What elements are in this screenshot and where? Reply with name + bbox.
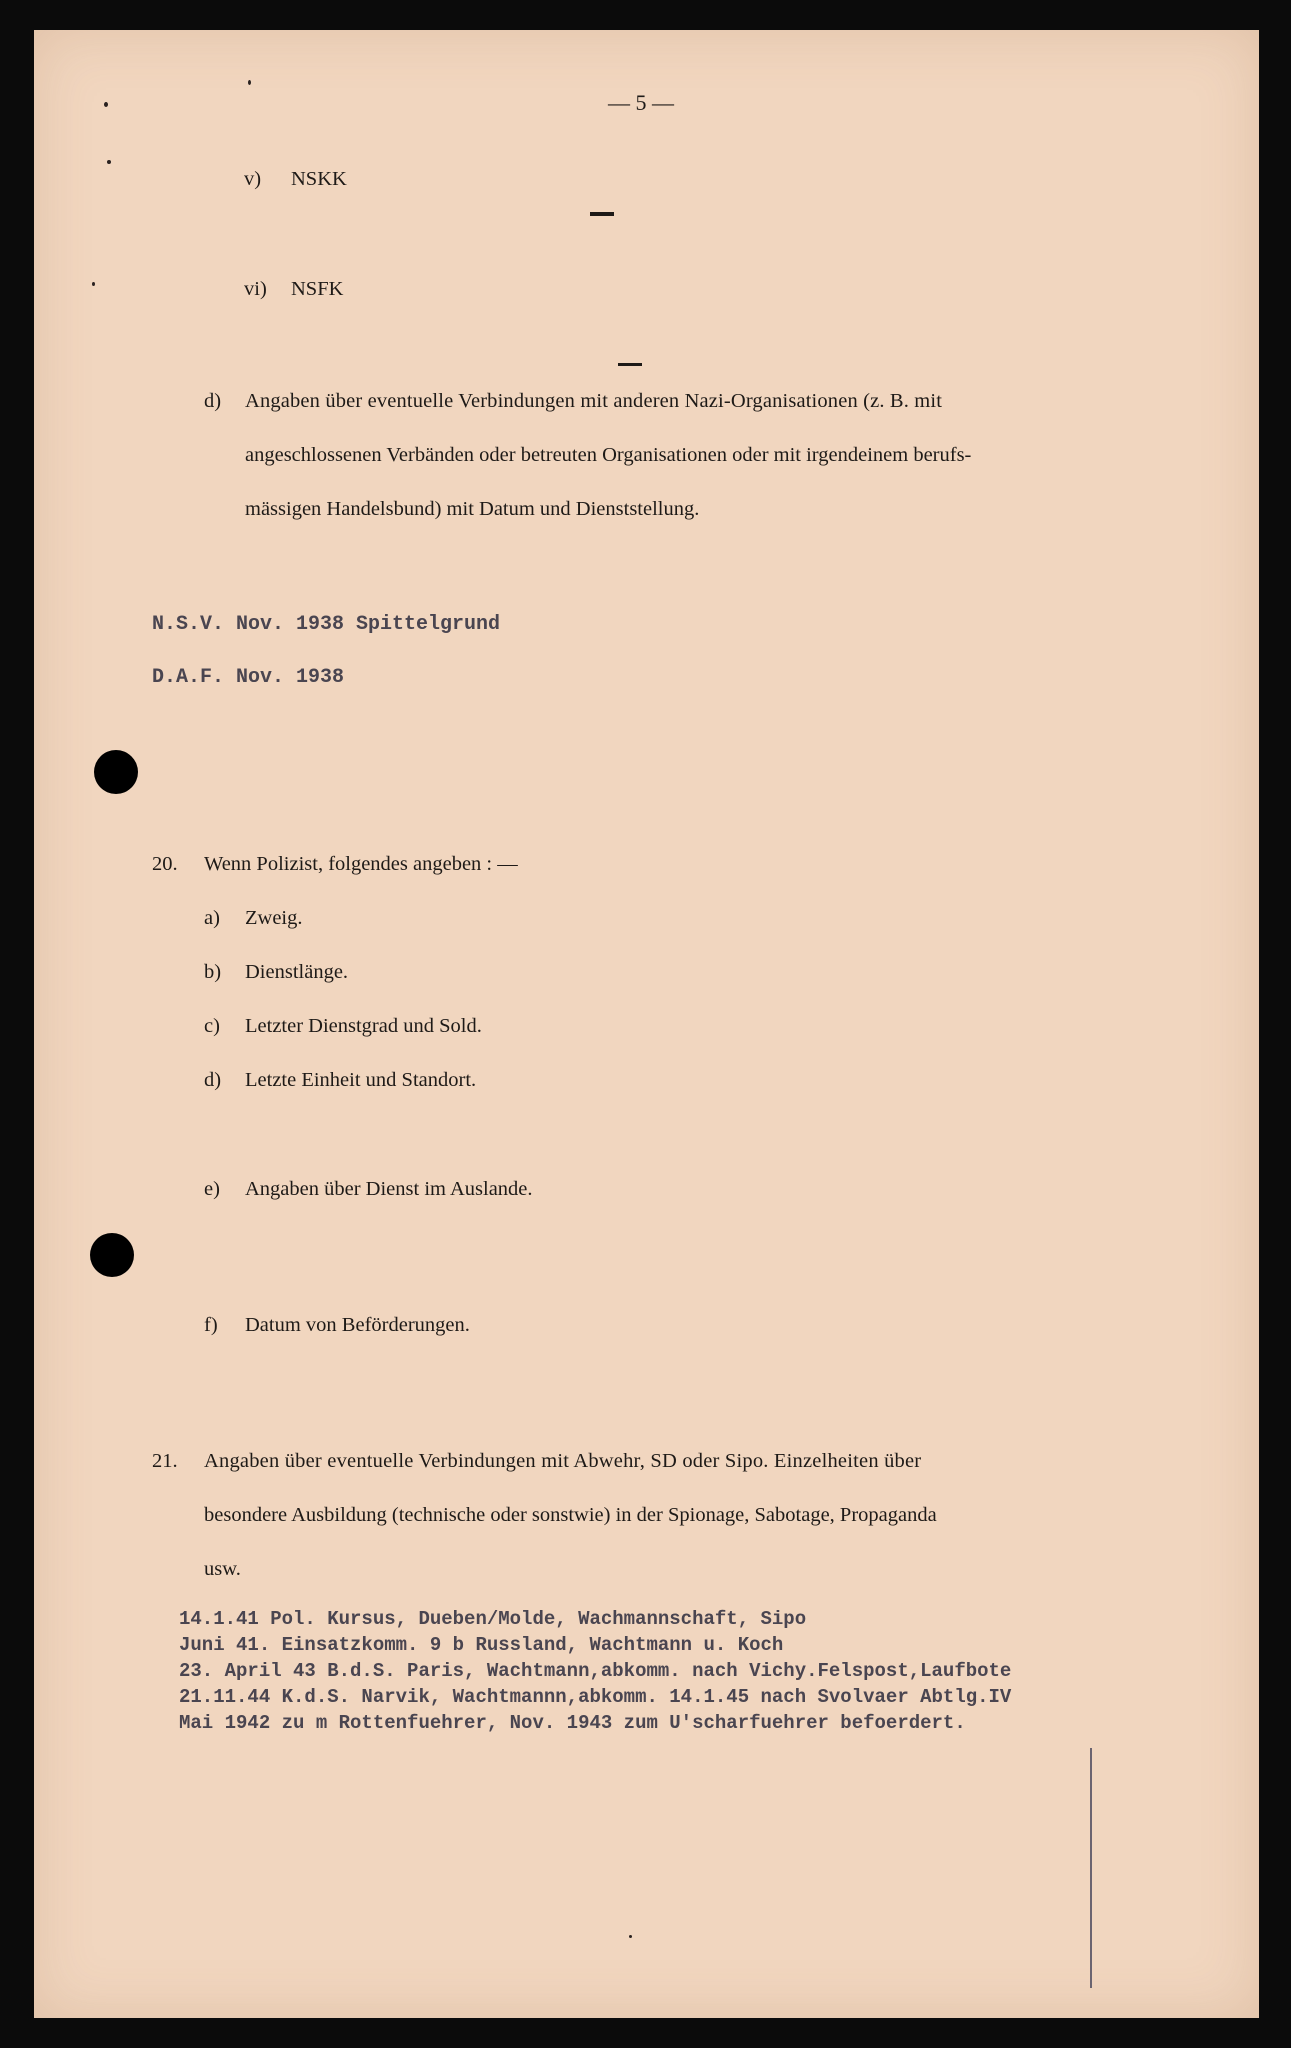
item-d-label: d) xyxy=(204,390,222,412)
typed-answer-21-3: 23. April 43 B.d.S. Paris, Wachtmann,abkomm. nach Vichy.Felspost,Laufbote xyxy=(179,1660,1012,1682)
speck xyxy=(248,80,251,85)
q20-b-label: b) xyxy=(204,961,222,983)
q20-d-label: d) xyxy=(204,1069,222,1091)
typed-answer-21-4: 21.11.44 K.d.S. Narvik, Wachtmannn,abkomm. 14.1.45 nach Svolvaer Abtlg.IV xyxy=(179,1686,1012,1708)
blank-dash xyxy=(618,363,642,366)
blank-dash xyxy=(590,212,614,216)
q20-c-text: Letzter Dienstgrad und Sold. xyxy=(245,1015,482,1037)
typed-answer-21-5: Mai 1942 zu m Rottenfuehrer, Nov. 1943 zum U'scharfuehrer befoerdert. xyxy=(179,1712,966,1734)
q21-line-2: besondere Ausbildung (technische oder sonstwie) in der Spionage, Sabotage, Propaganda xyxy=(204,1504,937,1526)
item-vi-text: NSFK xyxy=(291,278,344,300)
speck xyxy=(92,282,95,286)
item-v-text: NSKK xyxy=(291,168,347,190)
q20-e-text: Angaben über Dienst im Auslande. xyxy=(245,1178,533,1200)
item-d-line-3: mässigen Handelsbund) mit Datum und Dienststellung. xyxy=(245,498,700,520)
page-number: — 5 — xyxy=(608,90,674,115)
q20-f-label: f) xyxy=(204,1314,218,1336)
punch-hole xyxy=(94,750,138,794)
item-v-label: v) xyxy=(244,168,262,190)
item-d-line-1: Angaben über eventuelle Verbindungen mit anderen Nazi-Organisationen (z. B. mit xyxy=(245,390,943,412)
typed-answer-d-2: D.A.F. Nov. 1938 xyxy=(152,666,345,689)
q20-a-label: a) xyxy=(204,907,220,929)
q21-line-3: usw. xyxy=(204,1558,241,1580)
q20-f-text: Datum von Beförderungen. xyxy=(245,1314,470,1336)
typed-answer-21-2: Juni 41. Einsatzkomm. 9 b Russland, Wachtmann u. Koch xyxy=(179,1634,784,1656)
q20-number: 20. xyxy=(152,853,178,875)
q20-d-text: Letzte Einheit und Standort. xyxy=(245,1069,477,1091)
q20-e-label: e) xyxy=(204,1178,220,1200)
typed-answer-d-1: N.S.V. Nov. 1938 Spittelgrund xyxy=(152,613,501,636)
speck xyxy=(107,160,111,164)
q21-number: 21. xyxy=(152,1450,178,1472)
q20-text: Wenn Polizist, folgendes angeben : — xyxy=(204,853,518,875)
pencil-mark xyxy=(1090,1748,1092,1988)
typed-answer-21-1: 14.1.41 Pol. Kursus, Dueben/Molde, Wachmannschaft, Sipo xyxy=(179,1608,807,1630)
q20-a-text: Zweig. xyxy=(245,907,303,929)
q21-line-1: Angaben über eventuelle Verbindungen mit Abwehr, SD oder Sipo. Einzelheiten über xyxy=(204,1450,922,1472)
document-page xyxy=(34,30,1259,2018)
speck xyxy=(629,1935,632,1938)
item-vi-label: vi) xyxy=(244,278,267,300)
speck xyxy=(104,102,108,107)
punch-hole xyxy=(90,1233,134,1277)
q20-c-label: c) xyxy=(204,1015,220,1037)
item-d-line-2: angeschlossenen Verbänden oder betreuten Organisationen oder mit irgendeinem berufs- xyxy=(245,444,972,466)
q20-b-text: Dienstlänge. xyxy=(245,961,349,983)
